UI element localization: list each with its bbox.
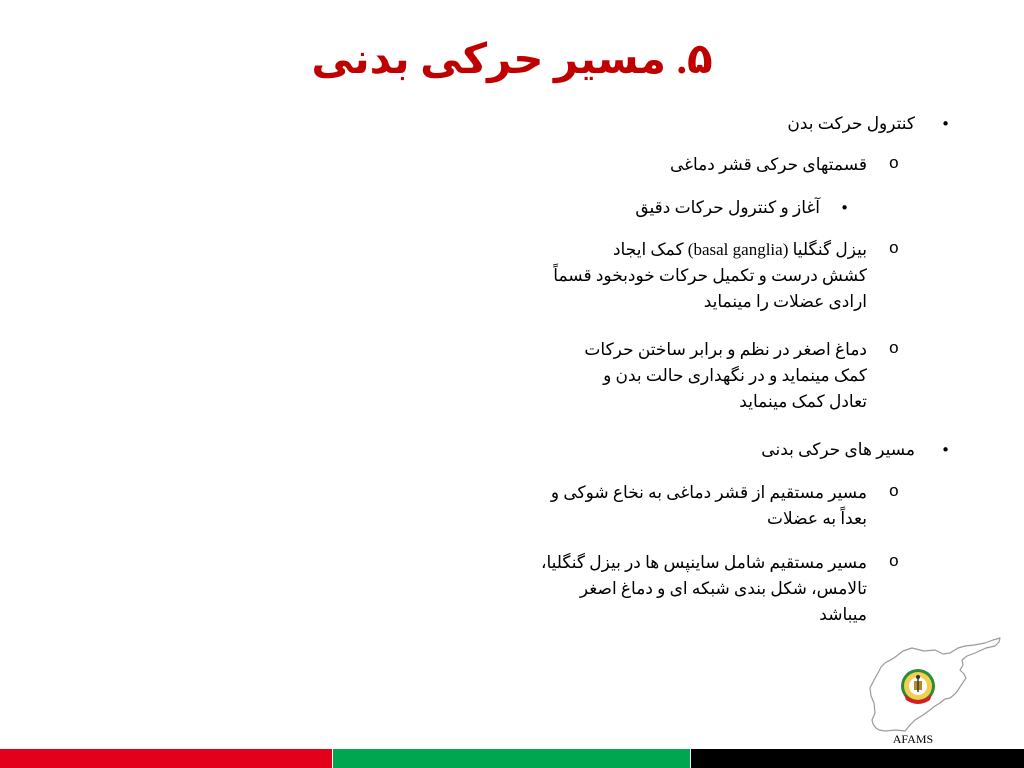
bullet-icon: • xyxy=(941,115,950,133)
footer-bar-green xyxy=(333,749,690,768)
item-text xyxy=(761,437,915,463)
item-text xyxy=(670,152,867,178)
item-text xyxy=(541,550,867,628)
text-line: آغاز و کنترول حرکات دقیق xyxy=(635,198,820,217)
item-text xyxy=(635,195,820,221)
text-line: مسیر مستقیم شامل ساینپس ها در بیزل گنگلیا، xyxy=(540,553,867,572)
circle-bullet-icon: o xyxy=(888,340,899,359)
afghanistan-map-outline xyxy=(870,638,1000,731)
item-text xyxy=(787,111,915,137)
text-line: میباشد xyxy=(819,605,867,624)
text-line: ارادی عضلات را مینماید xyxy=(703,292,867,311)
text-line: تالامس، شکل بندی شبکه ای و دماغ اصغر xyxy=(579,579,867,598)
footer-bar-black xyxy=(691,749,1024,768)
text-line: مسیر مستقیم از قشر دماغی به نخاع شوکی و xyxy=(550,483,867,502)
item-text xyxy=(584,337,867,415)
logo-caption: AFAMS xyxy=(892,732,934,746)
circle-bullet-icon: o xyxy=(888,155,899,174)
text-line: بعداً به عضلات xyxy=(767,509,867,528)
bullet-icon: • xyxy=(840,199,849,217)
item-text xyxy=(553,237,867,315)
text-line: تعادل کمک مینماید xyxy=(739,392,867,411)
circle-bullet-icon: o xyxy=(888,483,899,502)
circle-bullet-icon: o xyxy=(888,240,899,259)
item-text xyxy=(551,480,867,532)
text-line: بیزل گنگلیا (basal ganglia) کمک ایجاد xyxy=(612,240,867,259)
text-line: کمک مینماید و در نگهداری حالت بدن و xyxy=(603,366,867,385)
text-line: کشش درست و تکمیل حرکات خودبخود قسماً xyxy=(553,266,867,285)
emblem-top-dot xyxy=(916,675,920,679)
text-line: قسمتهای حرکی قشر دماغی xyxy=(669,155,867,174)
text-line: کنترول حرکت بدن xyxy=(787,114,915,133)
afams-emblem-icon xyxy=(901,669,935,704)
text-line: دماغ اصغر در نظم و برابر ساختن حرکات xyxy=(584,340,867,359)
bullet-icon: • xyxy=(941,441,950,459)
footer-bar-red xyxy=(0,749,332,768)
afghanistan-map-emblem-icon xyxy=(866,636,1006,736)
slide-title: ۵. مسیر حرکی بدنی xyxy=(311,37,713,83)
text-line: مسیر های حرکی بدنی xyxy=(761,440,915,459)
circle-bullet-icon: o xyxy=(888,553,899,572)
